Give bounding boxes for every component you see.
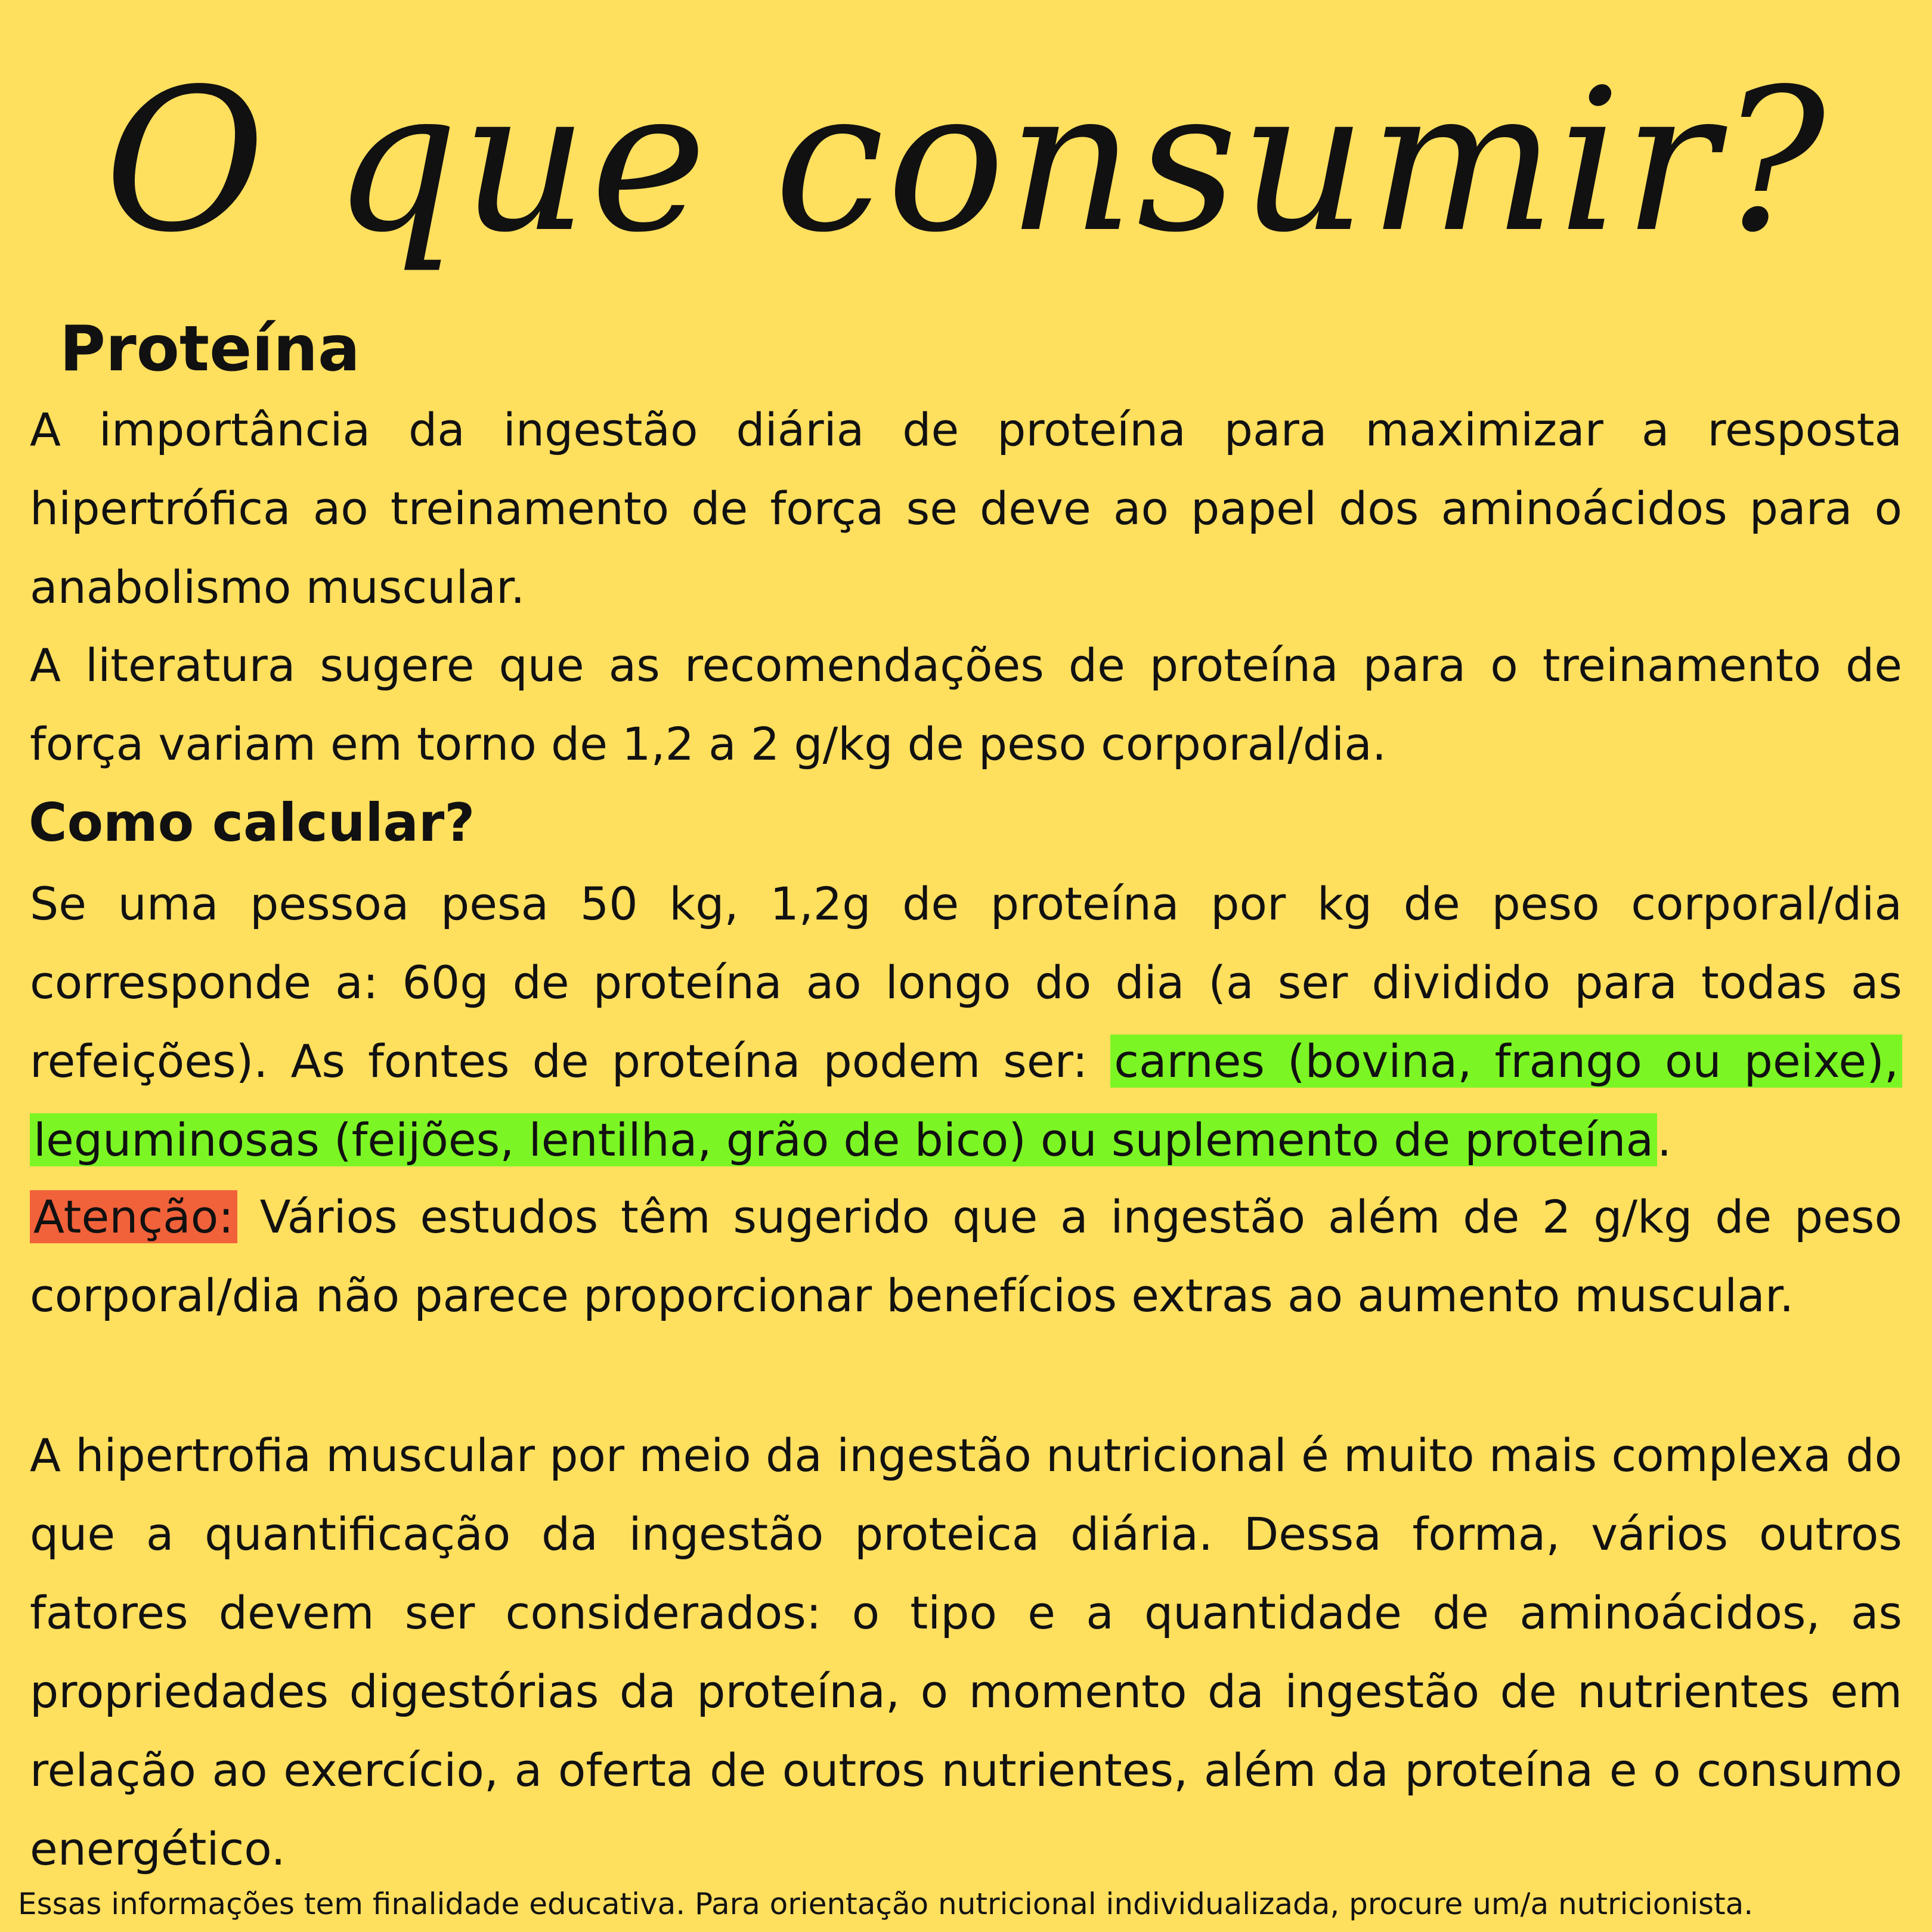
- paragraph-hipertrofia: A hipertrofia muscular por meio da ingestão nutricional é muito mais complexa do que a quantificação da ingestão proteica diária. Dessa forma, vários outros fatores devem ser considerados: o tipo e a quantidade de aminoácidos, as propriedades digestórias da proteína, o momento da ingestão de nutrientes em relação ao exercício, a oferta de outros nutrientes, além da proteína e o consumo energético.: [30, 1429, 1902, 1875]
- footer-disclaimer: Essas informações tem finalidade educativa. Para orientação nutricional individualizada, procure um/a nutricionista.: [18, 1887, 1754, 1921]
- attention-label-highlight: Atenção:: [30, 1190, 237, 1243]
- paragraph-literatura: A literatura sugere que as recomendações de proteína para o treinamento de força variam em torno de 1,2 a 2 g/kg de peso corporal/dia.: [30, 639, 1902, 770]
- attention-text: Vários estudos têm sugerido que a ingestão além de 2 g/kg de peso corporal/dia não parece proporcionar benefícios extras ao aumento muscular.: [30, 1190, 1902, 1322]
- section-heading-proteina: Proteína: [60, 312, 360, 385]
- calculo-text: Se uma pessoa pesa 50 kg, 1,2g de proteína por kg de peso corporal/dia corresponde a: 60g de proteína ao longo do dia (a ser dividido para todas as refeições). As fontes de proteína podem ser:: [30, 877, 1902, 1088]
- paragraph-atencao: [30, 1178, 1902, 1335]
- protein-sources-highlight: carnes (bovina, frango ou peixe), leguminosas (feijões, lentilha, grão de bico) ou suplemento de proteína: [30, 1035, 1902, 1166]
- paragraph-importancia: A importância da ingestão diária de proteína para maximizar a resposta hipertrófica ao treinamento de força se deve ao papel dos aminoácidos para o anabolismo muscular.: [30, 403, 1902, 614]
- page-title: O que consumir?: [104, 47, 1828, 275]
- sources-end: .: [1657, 1113, 1672, 1166]
- paragraph-calculo: [30, 865, 1902, 1179]
- section-heading-como-calcular: Como calcular?: [29, 792, 475, 853]
